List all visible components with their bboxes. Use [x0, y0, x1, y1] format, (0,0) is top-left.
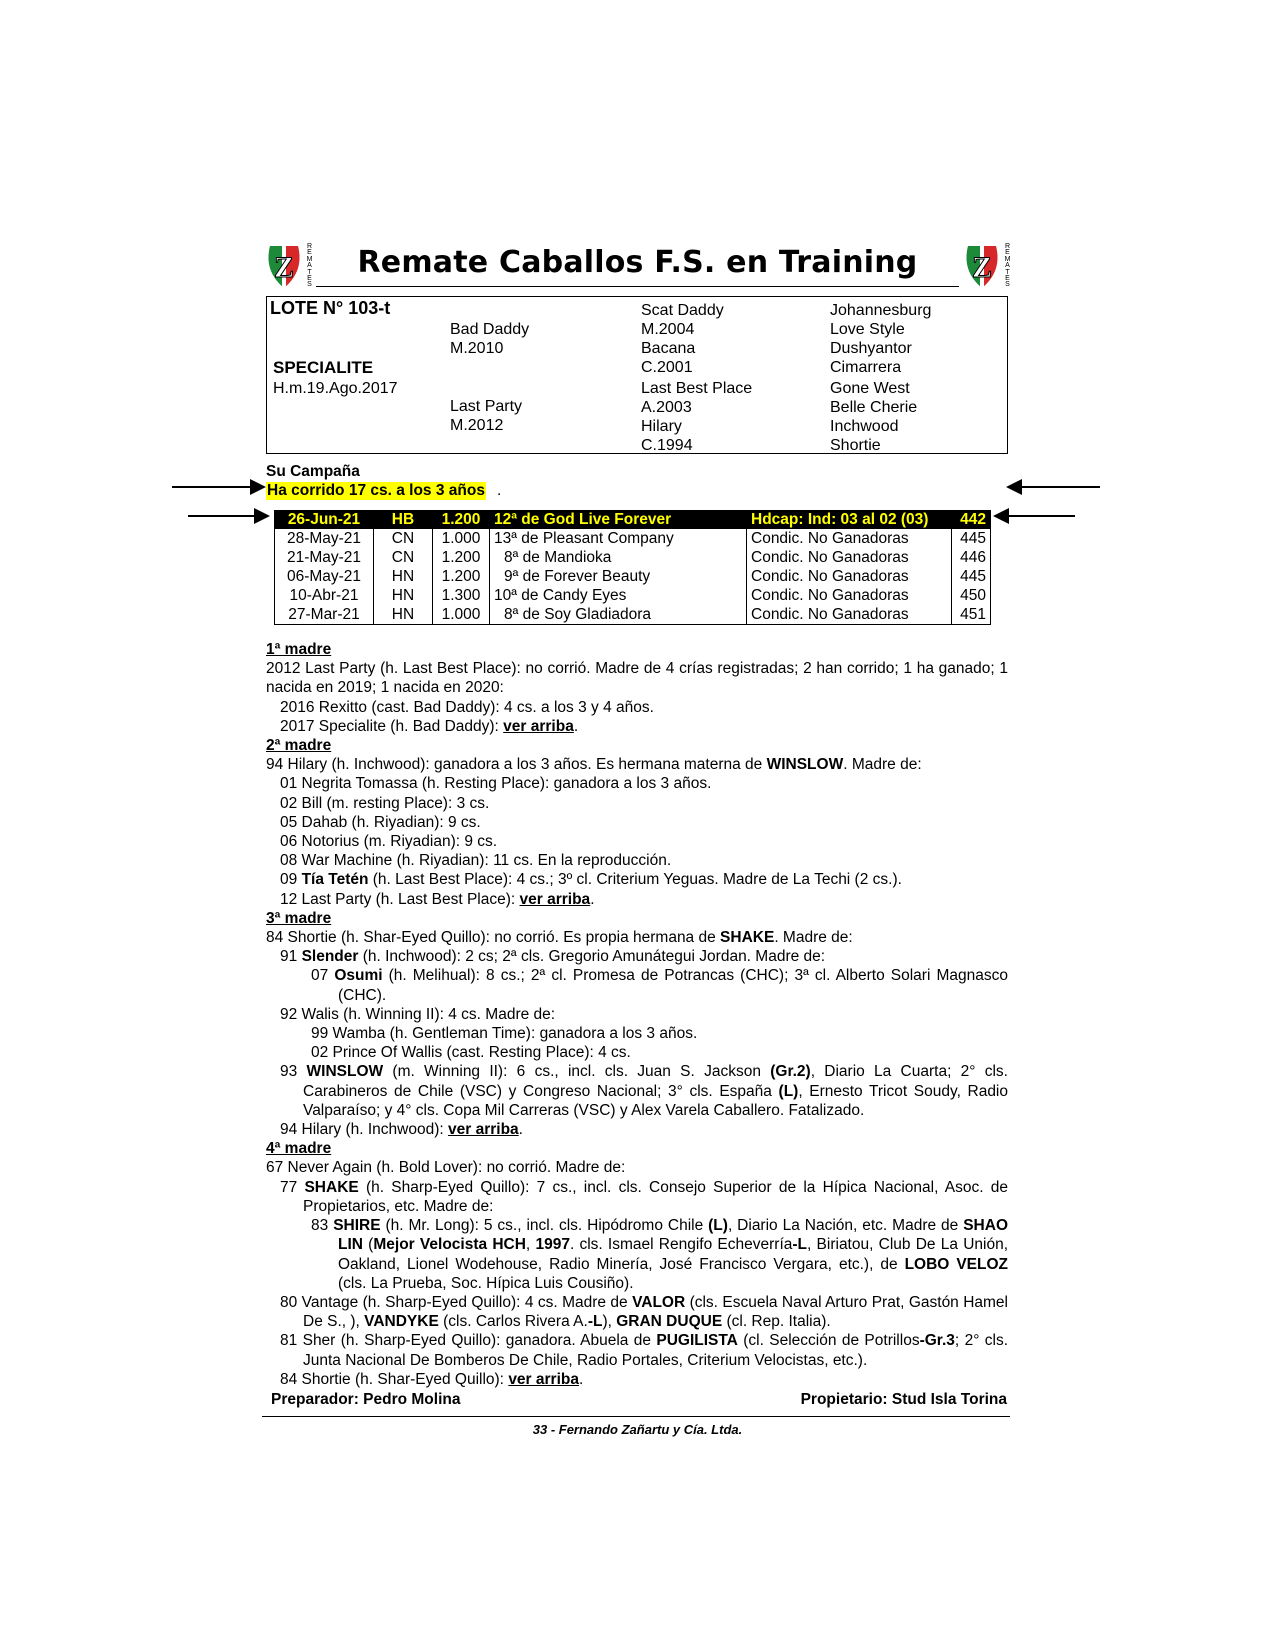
- race-condition: Condic. No Ganadoras: [747, 586, 952, 605]
- race-date: 26-Jun-21: [275, 510, 374, 529]
- dam-info: M.2012: [450, 417, 504, 434]
- pedigree-gen2-item: Hilary: [641, 418, 682, 435]
- pedigree-gen3-item: Love Style: [830, 321, 905, 338]
- race-track: CN: [374, 548, 433, 567]
- offspring-entry: 94 Hilary (h. Inchwood): ver arriba.: [280, 1121, 523, 1139]
- grand-offspring-entry: 83 SHIRE (h. Mr. Long): 5 cs., incl. cls. Hipódromo Chile (L), Diario La Nación, etc. Madre de SHAO LIN (Mejor Velocista HCH, 1997. cls. Ismael Rengifo Echeverría-L, Biriatou, Club De La Unión, Oakland, Lionel Wodehouse, Radio Minería, José Francisco Vergara, etc.), de LOBO VELOZ (cls. La Prueba, Soc. Hípica Luis Cousiño).: [311, 1217, 1009, 1292]
- race-track: CN: [374, 529, 433, 548]
- race-placing: 10ª de Candy Eyes: [490, 586, 747, 605]
- svg-text:Z: Z: [971, 251, 993, 284]
- race-date: 06-May-21: [275, 567, 374, 586]
- pedigree-gen2-item: Scat Daddy: [641, 302, 724, 319]
- race-track: HN: [374, 586, 433, 605]
- race-placing: 12ª de God Live Forever: [490, 510, 747, 529]
- campaign-summary-end: .: [497, 482, 502, 499]
- offspring-entry: 91 Slender (h. Inchwood): 2 cs; 2ª cls. Gregorio Amunátegui Jordan. Madre de:: [280, 948, 826, 966]
- race-distance: 1.000: [433, 605, 490, 625]
- pedigree-gen3-item: Belle Cherie: [830, 399, 918, 416]
- race-distance: 1.200: [433, 510, 490, 529]
- offspring-entry: 02 Bill (m. resting Place): 3 cs.: [280, 794, 490, 812]
- table-row: [275, 605, 991, 625]
- race-date: 27-Mar-21: [275, 605, 374, 625]
- campaign-heading: Su Campaña: [266, 463, 360, 480]
- offspring-entry: 80 Vantage (h. Sharp-Eyed Quillo): 4 cs. Madre de VALOR (cls. Escuela Naval Arturo Prat, Gastón Hamel De S., ), VANDYKE (cls. Carlos Rivera A.-L), GRAN DUQUE (cl. Rep. Italia).: [280, 1293, 1008, 1331]
- trainer-name: Preparador: Pedro Molina: [271, 1391, 461, 1408]
- section-heading-third-dam: 3ª madre: [266, 909, 332, 927]
- logo-side-text: R E M A T E S: [306, 243, 313, 289]
- race-weight: 442: [952, 510, 991, 529]
- race-placing: 8ª de Mandioka: [490, 548, 747, 567]
- table-row: [275, 529, 991, 548]
- horse-name: SPECIALITE: [273, 358, 374, 377]
- offspring-entry: 81 Sher (h. Sharp-Eyed Quillo): ganadora. Abuela de PUGILISTA (cl. Selección de Potrillos-Gr.3; 2° cls. Junta Nacional De Bomberos De Chile, Radio Portales, Criterium Velocistas, etc.).: [280, 1332, 1008, 1369]
- logo-side-text: R E M A T E S: [1004, 243, 1011, 289]
- section-heading-fourth-dam: 4ª madre: [266, 1140, 332, 1158]
- offspring-entry: 01 Negrita Tomassa (h. Resting Place): ganadora a los 3 años.: [280, 775, 712, 793]
- logo-emblem-icon: [264, 244, 304, 290]
- first-dam-summary: 2012 Last Party (h. Last Best Place): no corrió. Madre de 4 crías registradas; 2 han corrido; 1 ha ganado; 1 nacida en 2019; 1 nacida en 2020:: [266, 660, 1008, 697]
- dam-name: Last Party: [450, 398, 523, 415]
- svg-text:Z: Z: [273, 251, 295, 284]
- table-row: [275, 510, 991, 529]
- sire-name: Bad Daddy: [450, 321, 530, 338]
- owner-name: Propietario: Stud Isla Torina: [800, 1391, 1007, 1408]
- offspring-entry: 08 War Machine (h. Riyadian): 11 cs. En la reproducción.: [280, 852, 672, 870]
- grand-offspring-entry: 99 Wamba (h. Gentleman Time): ganadora a los 3 años.: [311, 1025, 698, 1043]
- pedigree-gen3-item: Dushyantor: [830, 340, 912, 357]
- offspring-entry: 77 SHAKE (h. Sharp-Eyed Quillo): 7 cs., incl. cls. Consejo Superior de la Hípica Nacional, Asoc. de Propietarios, etc. Madre de:: [280, 1178, 1008, 1215]
- race-condition: Condic. No Ganadoras: [747, 605, 952, 625]
- offspring-entry: 05 Dahab (h. Riyadian): 9 cs.: [280, 813, 481, 831]
- offspring-entry: 2016 Rexitto (cast. Bad Daddy): 4 cs. a los 3 y 4 años.: [280, 698, 654, 716]
- pedigree-gen3-item: Inchwood: [830, 418, 899, 435]
- see-above-ref: ver arriba: [519, 890, 591, 908]
- offspring-entry: 93 WINSLOW (m. Winning II): 6 cs., incl. cls. Juan S. Jackson (Gr.2), Diario La Cuarta; 2° cls. Carabineros de Chile (VSC) y Congreso Nacional; 3° cls. España (L), Ernesto Tricot Soudy, Radio Valparaíso; y 4° cls. Copa Mil Carreras (VSC) y Alex Varela Caballero. Fatalizado.: [280, 1063, 1008, 1119]
- race-distance: 1.300: [433, 586, 490, 605]
- race-weight: 451: [952, 605, 991, 625]
- pedigree-gen2-item: C.1994: [641, 437, 693, 454]
- race-date: 10-Abr-21: [275, 586, 374, 605]
- second-dam-summary: 94 Hilary (h. Inchwood): ganadora a los 3 años. Es hermana materna de WINSLOW. Madre de:: [266, 756, 922, 774]
- campaign-summary: Ha corrido 17 cs. a los 3 años: [267, 482, 485, 499]
- race-condition: Condic. No Ganadoras: [747, 548, 952, 567]
- see-above-ref: ver arriba: [448, 1121, 519, 1139]
- offspring-entry: 06 Notorius (m. Riyadian): 9 cs.: [280, 833, 498, 851]
- pedigree-gen3-item: Johannesburg: [830, 302, 932, 319]
- pedigree-gen3-item: Shortie: [830, 437, 881, 454]
- race-condition: Condic. No Ganadoras: [747, 567, 952, 586]
- table-row: [275, 567, 991, 586]
- grand-offspring-entry: 02 Prince Of Wallis (cast. Resting Place): 4 cs.: [311, 1044, 631, 1062]
- race-weight: 445: [952, 567, 991, 586]
- sire-info: M.2010: [450, 340, 504, 357]
- race-date: 28-May-21: [275, 529, 374, 548]
- see-above-ref: ver arriba: [508, 1370, 579, 1388]
- section-heading-second-dam: 2ª madre: [266, 737, 332, 755]
- offspring-entry: 2017 Specialite (h. Bad Daddy): ver arriba.: [280, 717, 579, 735]
- left-arrow-icon: [1006, 479, 1100, 495]
- grand-offspring-entry: 07 Osumi (h. Melihual): 8 cs.; 2ª cl. Promesa de Potrancas (CHC); 3ª cl. Alberto Solari Magnasco (CHC).: [311, 967, 1008, 1004]
- race-weight: 445: [952, 529, 991, 548]
- pedigree-gen2-item: Last Best Place: [641, 380, 753, 397]
- race-condition: Hdcap: Ind: 03 al 02 (03): [747, 510, 952, 529]
- pedigree-gen2-item: C.2001: [641, 359, 693, 376]
- pedigree-gen2-item: M.2004: [641, 321, 695, 338]
- offspring-entry: 92 Walis (h. Winning II): 4 cs. Madre de:: [280, 1005, 556, 1023]
- right-arrow-icon: [188, 508, 270, 524]
- third-dam-summary: 84 Shortie (h. Shar-Eyed Quillo): no corrió. Es propia hermana de SHAKE. Madre de:: [266, 929, 853, 947]
- pedigree-gen3-item: Cimarrera: [830, 359, 902, 376]
- horse-details: H.m.19.Ago.2017: [273, 380, 398, 397]
- section-heading-first-dam: 1ª madre: [266, 641, 332, 658]
- pedigree-gen2-item: Bacana: [641, 340, 696, 357]
- offspring-entry: 84 Shortie (h. Shar-Eyed Quillo): ver arriba.: [280, 1370, 584, 1388]
- left-arrow-icon: [993, 508, 1075, 524]
- table-row: [275, 548, 991, 567]
- race-track: HB: [374, 510, 433, 529]
- race-track: HN: [374, 567, 433, 586]
- pedigree-gen2-item: A.2003: [641, 399, 692, 416]
- race-distance: 1.200: [433, 567, 490, 586]
- page-title: Remate Caballos F.S. en Training: [357, 245, 918, 280]
- race-placing: 13ª de Pleasant Company: [490, 529, 747, 548]
- race-track: HN: [374, 605, 433, 625]
- race-placing: 8ª de Soy Gladiadora: [490, 605, 747, 625]
- table-row: [275, 586, 991, 605]
- title-divider: [316, 286, 959, 287]
- race-distance: 1.000: [433, 529, 490, 548]
- footer-divider: [262, 1416, 1010, 1417]
- offspring-entry: 09 Tía Tetén (h. Last Best Place): 4 cs.; 3º cl. Criterium Yeguas. Madre de La Techi (2 cs.).: [280, 871, 902, 889]
- page-footer: 33 - Fernando Zañartu y Cía. Ltda.: [532, 1422, 743, 1437]
- fourth-dam-summary: 67 Never Again (h. Bold Lover): no corrió. Madre de:: [266, 1159, 626, 1177]
- race-placing: 9ª de Forever Beauty: [490, 567, 747, 586]
- race-weight: 446: [952, 548, 991, 567]
- logo-emblem-icon: [962, 244, 1002, 290]
- right-arrow-icon: [172, 479, 266, 495]
- female-family-section: [266, 640, 1008, 1389]
- race-results-table: [274, 510, 991, 625]
- race-date: 21-May-21: [275, 548, 374, 567]
- race-distance: 1.200: [433, 548, 490, 567]
- see-above-ref: ver arriba: [503, 717, 574, 735]
- offspring-entry: 12 Last Party (h. Last Best Place): ver arriba.: [280, 890, 595, 908]
- pedigree-gen3-item: Gone West: [830, 380, 910, 397]
- race-condition: Condic. No Ganadoras: [747, 529, 952, 548]
- company-logo-right: [962, 244, 1012, 290]
- company-logo-left: [264, 244, 314, 290]
- lot-number: LOTE N° 103-t: [270, 298, 391, 318]
- race-weight: 450: [952, 586, 991, 605]
